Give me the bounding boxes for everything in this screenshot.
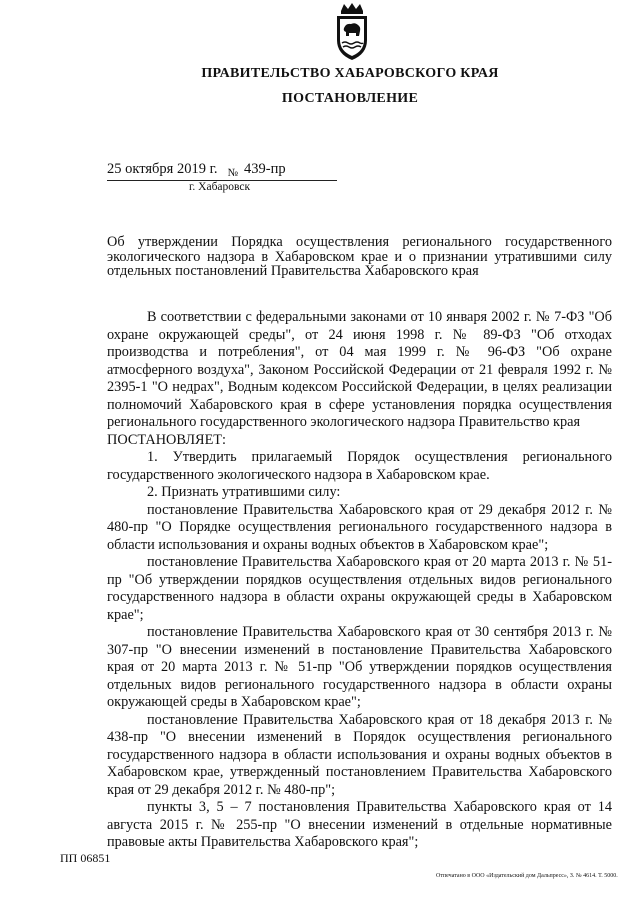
document-code: ПП 06851 <box>60 851 111 865</box>
item-1-paragraph: 1. Утвердить прилагаемый Порядок осуществления регионального государственного экологического надзора в Хабаровском крае. <box>107 449 612 483</box>
document-number: 439-пр <box>244 161 286 177</box>
printer-note: Отпечатано в ООО «Издательский дом Дальпресс», З. № 4614. Т. 5000. <box>436 873 618 879</box>
document-subject: Об утверждении Порядка осуществления регионального государственного экологического надзора в Хабаровском крае и о признании утратившими силу отдельных постановлений Правительства Хабаровского края <box>107 234 612 279</box>
repealed-act-4: постановление Правительства Хабаровского края от 18 декабря 2013 г. № 438-пр "О внесении изменений в Порядок осуществления регионального государственного надзора в области использования и охраны водных объектов в Хабаровском крае, утвержденный постановлением Правительства Хабаровского края от 29 декабря 2012 г. № 480-пр"; <box>107 711 612 798</box>
preamble-paragraph: В соответствии с федеральными законами от 10 января 2002 г. № 7-ФЗ "Об охране окружающей среды", от 24 июня 1998 г. № 89-ФЗ "Об отходах производства и потребления", от 04 мая 1999 г. № 96-ФЗ "Об охране атмосферного воздуха", Законом Российской Федерации от 21 февраля 1992 г. № 2395-1 "О недрах", Водным кодексом Российской Федерации, в целях реализации полномочий Хабаровского края в сфере установления порядка осуществления регионального государственного экологического надзора Правительство края <box>107 309 612 430</box>
repealed-act-1: постановление Правительства Хабаровского края от 29 декабря 2012 г. № 480-пр "О Порядке осуществления регионального государственного надзора в области использования и охраны водных объектов в Хабаровском крае"; <box>107 501 612 553</box>
document-date: 25 октября 2019 г. <box>107 161 218 177</box>
document-type: ПОСТАНОВЛЕНИЕ <box>281 91 419 106</box>
city-name: г. Хабаровск <box>189 181 251 193</box>
decree-word: ПОСТАНОВЛЯЕТ: <box>107 431 227 448</box>
document-body <box>107 309 612 852</box>
khabarovsk-coat-of-arms-icon <box>331 2 373 62</box>
government-name: ПРАВИТЕЛЬСТВО ХАБАРОВСКОГО КРАЯ <box>201 66 499 81</box>
date-number-line <box>107 161 286 178</box>
repealed-act-5: пункты 3, 5 – 7 постановления Правительства Хабаровского края от 14 августа 2015 г. № 255-пр "О внесении изменений в отдельные нормативные правовые акты Правительства Хабаровского края"; <box>107 799 612 850</box>
item-2-paragraph: 2. Признать утратившими силу: <box>147 484 341 500</box>
repealed-act-3: постановление Правительства Хабаровского края от 30 сентября 2013 г. № 307-пр "О внесении изменений в постановление Правительства Хабаровского края от 20 марта 2013 г. № 51-пр "Об утверждении порядков осуществления отдельных видов регионального государственного надзора в области охраны окружающей среды в Хабаровском крае"; <box>107 624 612 710</box>
number-sign: № <box>227 167 239 179</box>
repealed-act-2: постановление Правительства Хабаровского края от 20 марта 2013 г. № 51-пр "Об утверждении порядков осуществления отдельных видов регионального государственного надзора в области охраны окружающей среды в Хабаровском крае"; <box>107 554 612 623</box>
